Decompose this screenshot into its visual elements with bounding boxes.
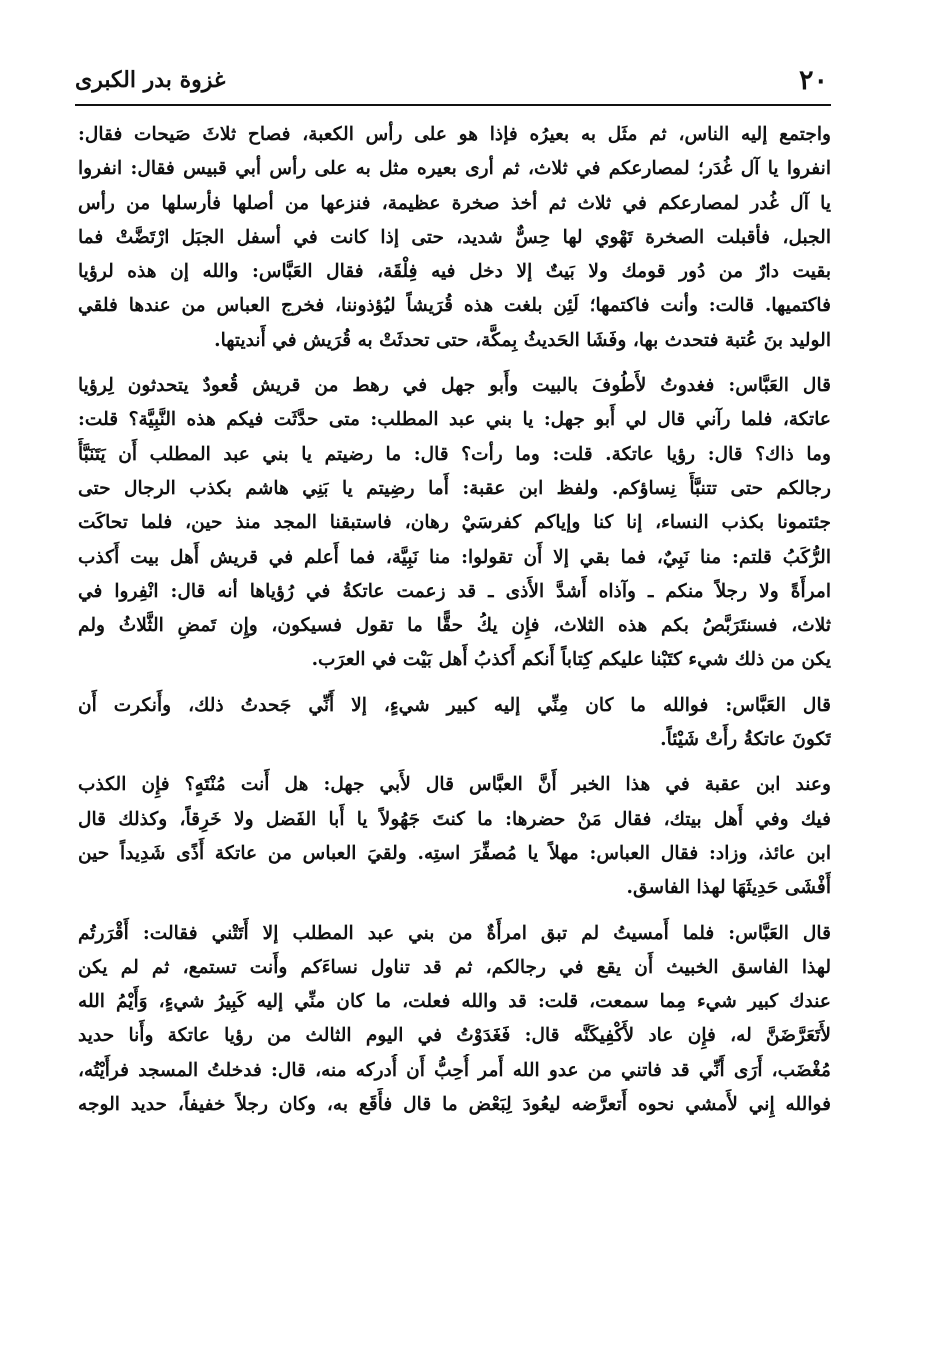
paragraph [78,369,831,678]
text-line: عندك كبير شيء مِما سمعت، قلت: قد والله فعلت، ما كان منِّي إليه كَبِيرُ شيءٍ، وَأَيْمُ الله [78,991,831,1013]
text-line: ابن عائذ، وزاد: فقال العباس: مهلاً يا مُصفِّرَ استِه. ولقيَ العباس من عاتكة أَذًى شَدِيداً حين [78,842,831,864]
text-line: انفروا يا آل غُدَر؛ لمصارعكم في ثلاث، ثم أرى بعيره مثل به على رأس أبي قبيس فقال: انفروا [78,158,831,180]
text-line: فيك وفي أَهل بيتك، فقال مَنْ حضرها: ما كنتَ جَهُولاً يا أَبا الفَضل ولا خَرِقاً، وكذلك قال [78,808,831,830]
page-number: ٢٠ [798,64,828,96]
text-line: ثلاث، فسنتَرَبَّصُ بكم هذه الثلاث، فإِن يكُ حقًّا ما تقول فسيكون، وإِن تَمضِ الثَّلاثُ ولم [78,615,831,637]
text-line: الوليد بنَ عُتبة فتحدث بها، وفَشَا الحَديثُ بِمكَّة، حتى تحدثَتْ به قُرَيش في أَنديتها. [214,329,831,351]
text-line: فاكتميها. قالت: وأنت فاكتمها؛ لَئِن بلغت هذه قُرَيشاً ليُؤذوننا، فخرج العباس من عندها فلقي [78,295,831,317]
text-line: عاتكة، فلما رآني قال لي أَبو جهل: يا بني عبد المطلب: متى حدَّثَت فيكم هذه النَّبِيَّة؟ قلت: [78,409,831,431]
page-header [75,62,828,98]
text-line: الرُّكَبُ قلتم: منا نَبِيٌ، فما بقي إلا أَن تقولوا: منا نَبِيَّة، فما أَعلم في قريش أَهل بيت أَكذب [78,546,831,568]
text-line: مُغْضَب، أَرَى أَنِّي قد فاتني من عدو الله أَمر أُحِبُّ أَن أُدركه منه، قال: فدخلتُ المسجد فرأَيْتُه، [78,1059,831,1081]
paragraph [78,768,831,905]
text-line: وعند ابن عقبة في هذا الخبر أَنَّ العبَّاس قال لأَبي جهل: هل أَنت مُنْتَهٍ؟ فإِن الكذب [78,774,831,796]
text-line: يكن من ذلك شيء كتَبْنا عليكم كِتاباً أَنكم أَكذبُ أَهل بَيْت في العرَب. [311,649,831,671]
text-line: لهذا الفاسق الخبيث أَن يقع في رجالكم، ثم قد تناول نساءَكم وأَنت تستمع، ثم لم يكن [78,956,831,978]
text-line: امرأَةً ولا رجلاً منكم ـ وآذاه أَشدَّ الأَذى ـ قد زعمت عاتكةُ في رُؤياها أنه قال: انْفِروا في [78,580,831,602]
text-line: لأَتَعَرَّضَنَّ له، فإِن عاد لأَكْفِيكَنَّه قال: فَغَدَوْتُ في اليوم الثالث من رؤيا عاتكة وأَنا حديد [78,1025,831,1047]
text-line: بقيت دارٌ من دُور قومك ولا بَيتٌ إلا دخل فيه فِلْقَة، فقال العَبَّاس: والله إن هذه لرؤيا [78,261,831,283]
header-rule [75,104,831,106]
text-line: جئتمونا بكذب النساء، إنا كنا وإياكم كفرسَيْ رهان، فاستبقنا المجد منذ حين، فلما تحاكَت [78,512,831,534]
running-title: غزوة بدر الكبرى [75,67,226,93]
text-line: أَفْشَى حَدِيثَهَا لهذا الفاسق. [626,877,831,899]
text-line: يا آل غُدر لمصارعكم في ثلاث ثم أخذ صخرة عظيمة، فنزعها من أصلها فأرسلها من رأس [78,192,831,214]
text-line: قال العَبَّاس: فلما أَمسيتُ لم تبق امرأَةٌ من بني عبد المطلب إلا أَتَتْني فقالت: أَقْرَرتُم [78,922,831,944]
text-line: الجبل، فأقبلت الصخرة تَهْوي لها حِسٌّ شديد، حتى إذا كانت في أسفل الجبَل ارْتَضَّتْ فما [78,226,831,248]
paragraph [78,689,831,758]
text-line: قال العَبَّاس: فغدوتُ لأَطُوفَ بالبيت وأَبو جهل في رهط من قريش قُعودٌ يتحدثون لِرؤيا [78,375,831,397]
text-line: قال العَبَّاس: فوالله ما كان مِنِّي إليه كبير شيءٍ، إلا أَنِّي جَحدتُ ذلك، وأَنكرت أَن [78,694,831,716]
paragraph [78,917,831,1123]
paragraph [78,118,831,358]
text-line: فوالله إِني لأَمشي نحوه أَتعرَّضه ليعُودَ لِبَعْض ما قال فأَقَع به، وكان رجلاً خفيفاً، حديد الوجه [78,1094,831,1116]
page-body [78,118,831,1133]
text-line: رجالكم حتى تتنبَّأَ نِساؤكم. ولفظ ابن عقبة: أَما رضِيتم يا بَنِي هاشم بكذب الرجال حتى [78,477,831,499]
text-line: تَكونَ عاتكةُ رأَتْ شَيْئاً. [660,729,831,751]
text-line: وما ذاك؟ قال: رؤيا عاتكة. قلت: وما رأت؟ قال: ما رضيتم يا بني عبد المطلب أَن يَتَنَبَّأَ [78,443,831,465]
text-line: واجتمع إليه الناس، ثم مثَل به بعيرُه فإذا هو على رأس الكعبة، فصاح ثلاثَ صَيحات فقال: [78,124,831,145]
